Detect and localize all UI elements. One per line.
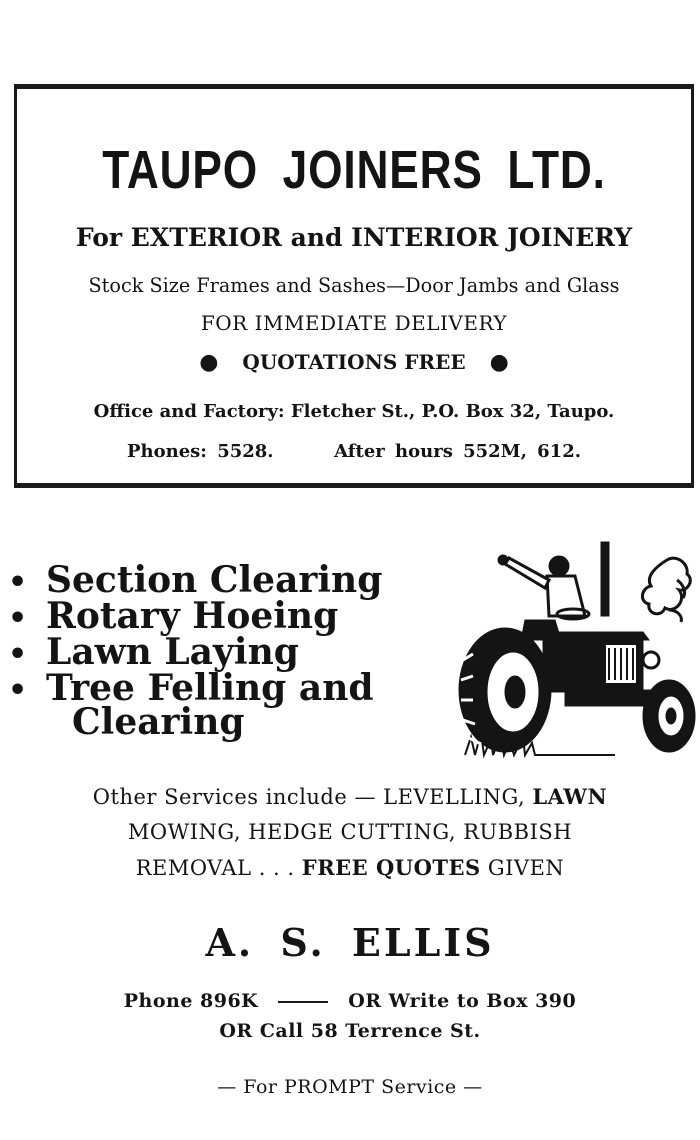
quotations-text: QUOTATIONS FREE <box>242 350 466 374</box>
bullet-icon: • <box>8 673 28 708</box>
write-text: OR Write to Box 390 <box>348 990 577 1012</box>
business-name: A. S. ELLIS <box>205 920 495 965</box>
after-hours-text: After hours 552M, 612. <box>334 441 581 462</box>
quotations-line <box>17 349 691 375</box>
dash-divider <box>278 1001 328 1003</box>
phones-line <box>17 441 691 462</box>
stock-line: Stock Size Frames and Sashes—Door Jambs and Glass <box>88 273 620 297</box>
phone-text: Phone 896K <box>123 990 259 1012</box>
other-services-line-2: MOWING, HEDGE CUTTING, RUBBISH <box>127 820 573 844</box>
address-line: Office and Factory: Fletcher St., P.O. Box 32, Taupo. <box>93 401 615 422</box>
bullet-icon: • <box>8 601 28 636</box>
bullet-icon: ● <box>199 349 219 375</box>
tractor-illustration <box>455 540 700 765</box>
joiners-advertisement <box>14 84 694 488</box>
bullet-icon: • <box>8 565 28 600</box>
bullet-icon: • <box>8 637 28 672</box>
tagline: For EXTERIOR and INTERIOR JOINERY <box>75 223 633 252</box>
phones-text: Phones: 5528. <box>127 441 274 462</box>
bullet-icon: ● <box>489 349 509 375</box>
service-item: • Lawn Laying <box>8 631 299 673</box>
other-services-line-3: REMOVAL . . . FREE QUOTES GIVEN <box>135 855 565 880</box>
service-item: • Rotary Hoeing <box>8 595 339 637</box>
contact-line-1 <box>0 990 700 1012</box>
company-name: TAUPO JOINERS LTD. <box>102 140 606 200</box>
prompt-service-line: — For PROMPT Service — <box>217 1076 483 1098</box>
service-item-continued: Clearing <box>72 701 245 743</box>
service-item: • Section Clearing <box>8 559 383 601</box>
service-item: • Tree Felling and <box>8 667 374 709</box>
delivery-line: FOR IMMEDIATE DELIVERY <box>200 311 508 335</box>
contact-line-2: OR Call 58 Terrence St. <box>219 1020 481 1042</box>
other-services-line-1: Other Services include — LEVELLING, LAWN <box>92 784 608 809</box>
